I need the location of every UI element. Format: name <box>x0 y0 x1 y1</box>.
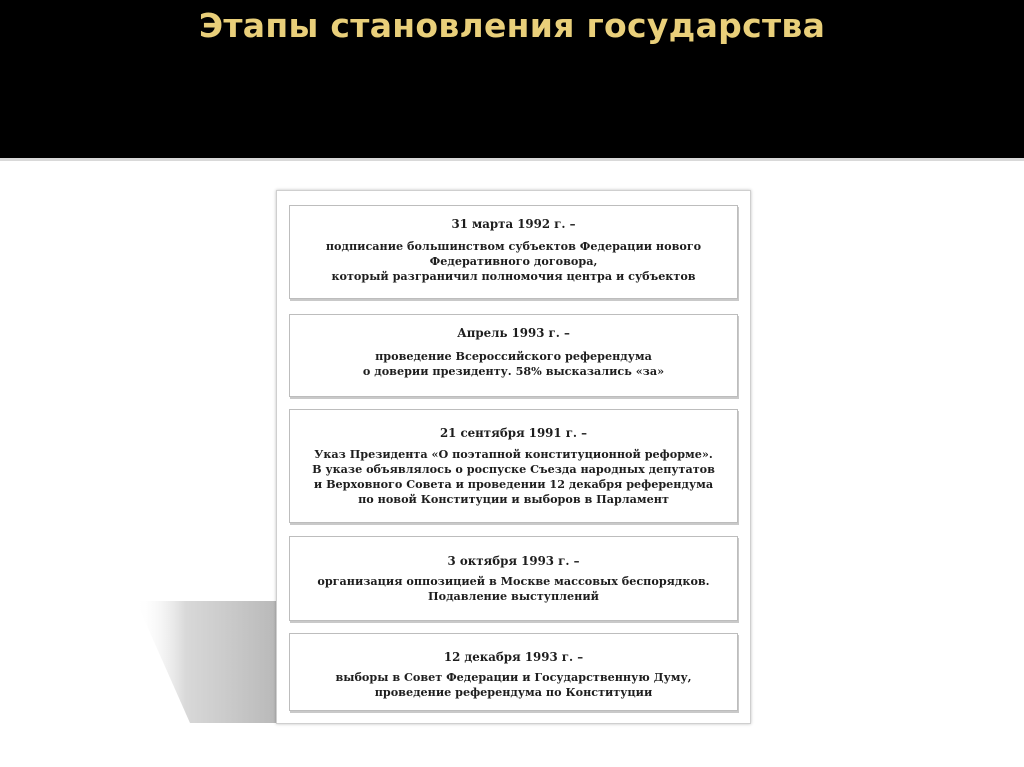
event-description-line: Подавление выступлений <box>428 589 599 603</box>
event-box-3 <box>289 409 738 523</box>
event-description-line: Указ Президента «О поэтапной конституционной реформе». <box>314 447 713 461</box>
slide-title: Этапы становления государства <box>198 6 826 45</box>
event-box-4 <box>289 536 738 621</box>
event-date: 12 декабря 1993 г. – <box>443 650 584 664</box>
event-description <box>290 670 737 700</box>
event-description <box>290 349 737 379</box>
event-box-2 <box>289 314 738 397</box>
event-description-line: по новой Конституции и выборов в Парламент <box>358 492 669 506</box>
event-date: Апрель 1993 г. – <box>457 326 570 340</box>
event-description <box>290 447 737 507</box>
timeline-card <box>276 190 751 724</box>
event-date: 21 сентября 1991 г. – <box>439 426 588 440</box>
event-description-line: выборы в Совет Федерации и Государственную Думу, <box>335 670 692 684</box>
title-divider <box>0 158 1024 161</box>
event-date: 3 октября 1993 г. – <box>447 554 580 568</box>
event-description <box>290 239 737 284</box>
event-description-line: В указе объявлялось о роспуске Съезда народных депутатов <box>312 462 715 476</box>
event-description-line: о доверии президенту. 58% высказались «за» <box>362 364 665 378</box>
event-box-1 <box>289 205 738 299</box>
event-description-line: Федеративного договора, <box>429 254 598 268</box>
event-description-line: организация оппозицией в Москве массовых беспорядков. <box>317 574 710 588</box>
event-description-line: подписание большинством субъектов Федерации нового <box>325 239 702 253</box>
event-description-line: проведение Всероссийского референдума <box>375 349 652 363</box>
event-description <box>290 574 737 604</box>
event-date: 31 марта 1992 г. – <box>451 217 576 231</box>
event-description-line: и Верховного Совета и проведении 12 декабря референдума <box>313 477 714 491</box>
event-description-line: который разграничил полномочия центра и субъектов <box>331 269 696 283</box>
event-box-5 <box>289 633 738 711</box>
event-description-line: проведение референдума по Конституции <box>374 685 653 699</box>
title-bar <box>0 0 1024 158</box>
